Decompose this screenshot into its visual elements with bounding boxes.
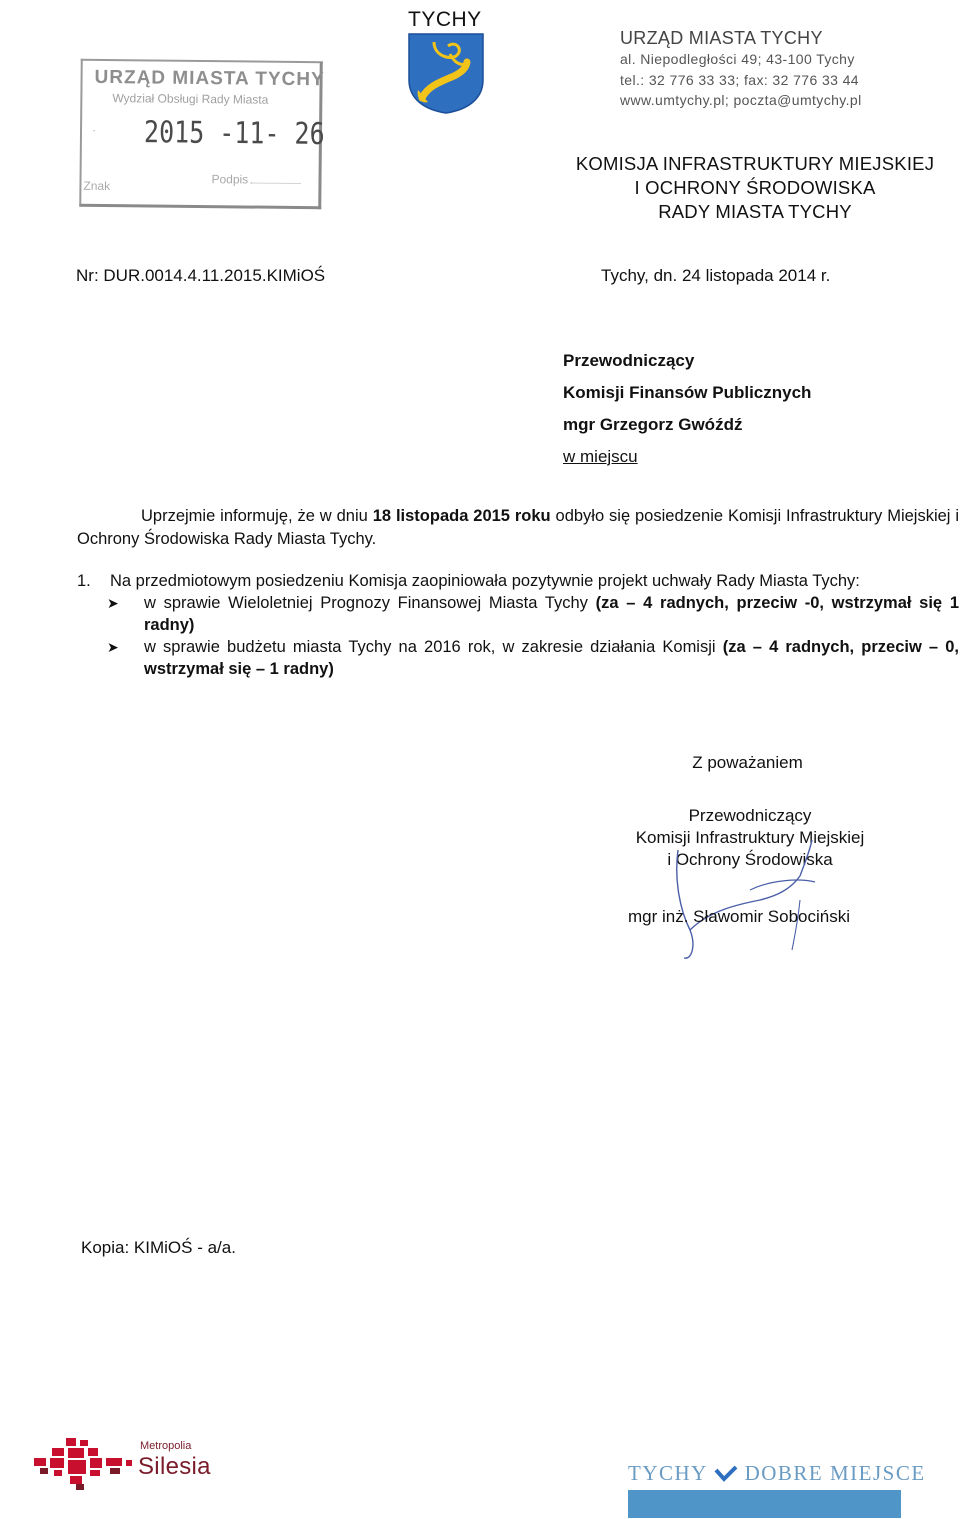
bullet-item — [107, 636, 959, 680]
handwritten-signature — [600, 820, 840, 970]
stamp-title: URZĄD MIASTA TYCHY — [94, 66, 325, 91]
bullet-vote: (za – 4 radnych, przeciw – 0, wstrzymał się – 1 radny) — [144, 638, 959, 678]
metropolia-silesia-logo-icon — [30, 1436, 140, 1490]
addressee-name: mgr Grzegorz Gwóźdź — [563, 415, 743, 434]
bullet-item — [107, 592, 959, 636]
office-name: URZĄD MIASTA TYCHY — [620, 28, 823, 48]
addressee-place: w miejscu — [563, 447, 638, 466]
copy-note: Kopia: KIMiOŚ - a/a. — [81, 1238, 236, 1257]
horn-crest-icon — [406, 32, 486, 114]
arrow-bullet-icon: ➤ — [107, 639, 119, 655]
item-text: Na przedmiotowym posiedzeniu Komisja zaopiniowała pozytywnie projekt uchwały Rady Miasta Tychy: — [110, 572, 860, 590]
closing-salutation: Z poważaniem — [692, 753, 803, 772]
intro-date: 18 listopada 2015 roku — [372, 507, 551, 525]
letter-date: Tychy, dn. 24 listopada 2014 r. — [601, 266, 831, 285]
stamp-date: 2015 -11- 26 — [143, 114, 325, 152]
addressee-block — [563, 345, 811, 473]
bullet-text: w sprawie budżetu miasta Tychy na 2016 rok, w zakresie działania Komisji — [144, 638, 723, 656]
committee-line-1: KOMISJA INFRASTRUKTURY MIEJSKIEJ — [575, 153, 935, 174]
city-slogan — [628, 1461, 926, 1486]
stamp-znak-label: Znak — [83, 178, 111, 194]
committee-line-3: RADY MIASTA TYCHY — [658, 201, 852, 222]
office-phone: tel.: 32 776 33 33; fax: 32 776 33 44 — [620, 71, 859, 88]
signer-name: mgr inż. Sławomir Sobociński — [628, 907, 851, 926]
signer-role: Przewodniczący — [688, 806, 812, 825]
office-web: www.umtychy.pl; poczta@umtychy.pl — [620, 92, 862, 108]
office-header — [620, 28, 862, 111]
bullet-list — [107, 592, 959, 680]
intro-part-2: odbyło się posiedzenie Komisji Infrastruktury Miejskiej i Ochrony Środowiska Rady Miasta Tychy. — [77, 507, 960, 548]
intro-part-1: Uprzejmie informuję, że w dniu — [141, 507, 373, 525]
registry-stamp — [79, 59, 323, 210]
addressee-role: Przewodniczący — [563, 351, 695, 370]
slogan-left: TYCHY — [628, 1461, 708, 1485]
intro-paragraph — [77, 505, 959, 551]
stamp-podpis-label: Podpis — [211, 172, 300, 187]
metro-name: Silesia — [138, 1453, 211, 1480]
item-number: 1. — [77, 572, 91, 590]
arrow-bullet-icon: ➤ — [107, 595, 119, 611]
office-address: al. Niepodległości 49; 43-100 Tychy — [620, 51, 855, 67]
addressee-committee: Komisji Finansów Publicznych — [563, 383, 812, 402]
bullet-text: w sprawie Wieloletniej Prognozy Finansowej Miasta Tychy — [144, 594, 596, 612]
metro-label: Metropolia — [140, 1440, 192, 1452]
bullet-vote: (za – 4 radnych, przeciw -0, wstrzymał się 1 radny) — [144, 594, 959, 634]
crest-label: TYCHY — [408, 8, 482, 31]
slogan-right: DOBRE MIEJSCE — [744, 1461, 926, 1485]
reference-number: Nr: DUR.0014.4.11.2015.KIMiOŚ — [76, 266, 326, 285]
footer-color-bar — [628, 1490, 901, 1518]
stamp-mark: · — [91, 122, 97, 137]
stamp-subtitle: Wydział Obsługi Rady Miasta — [112, 91, 269, 107]
committee-line-2: I OCHRONY ŚRODOWISKA — [634, 177, 876, 198]
checkmark-icon — [714, 1464, 738, 1482]
committee-header — [540, 152, 960, 224]
signer-committee-2: i Ochrony Środowiska — [667, 850, 833, 869]
signer-committee-1: Komisji Infrastruktury Miejskiej — [635, 828, 865, 847]
